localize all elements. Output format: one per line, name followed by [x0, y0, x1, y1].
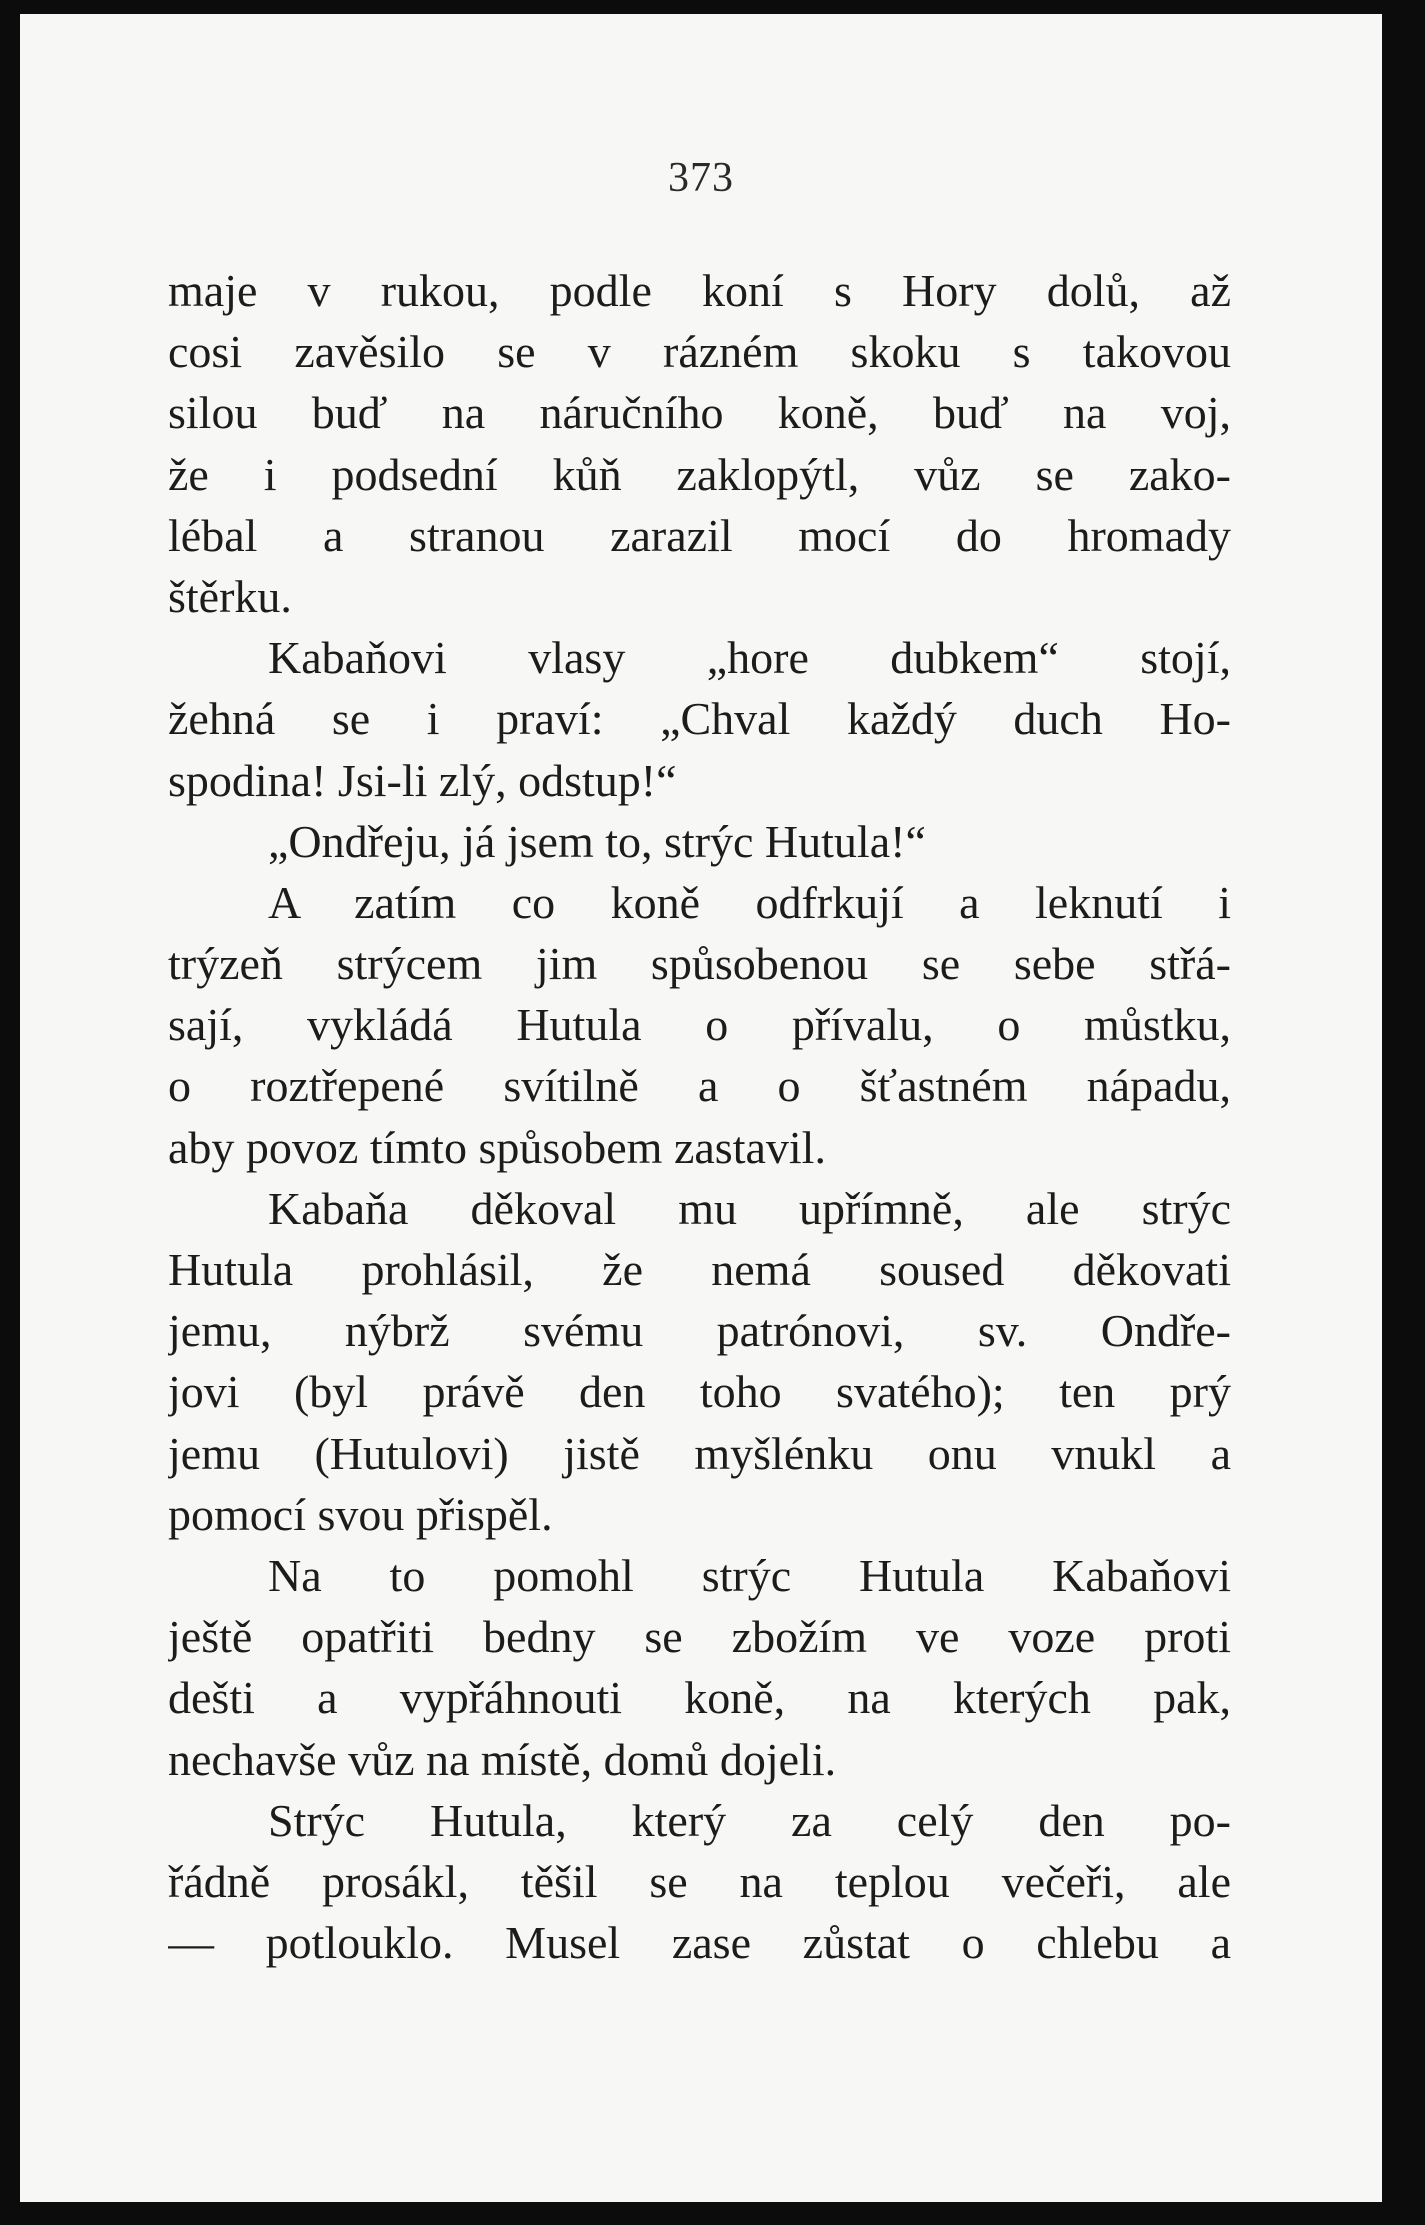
text-line: jemu, nýbrž svému patrónovi, sv. Ondře- — [168, 1305, 1231, 1357]
text-line: řádně prosákl, těšil se na teplou večeři, ale — [168, 1855, 1231, 1907]
text-line: jemu (Hutulovi) jistě myšlénku onu vnukl a — [168, 1427, 1231, 1479]
text-line: aby povoz tímto spůsobem zastavil. — [168, 1121, 826, 1173]
page-number: 373 — [668, 155, 734, 201]
text-line: spodina! Jsi-li zlý, odstup!“ — [168, 754, 677, 806]
text-line: sají, vykládá Hutula o přívalu, o můstku, — [168, 999, 1231, 1051]
text-line: Hutula prohlásil, že nemá soused děkovati — [168, 1244, 1231, 1295]
text-line: Strýc Hutula, který za celý den po- — [268, 1794, 1231, 1846]
book-page — [20, 14, 1382, 2202]
text-line: Na to pomohl strýc Hutula Kabaňovi — [268, 1549, 1231, 1601]
text-line: dešti a vypřáhnouti koně, na kterých pak, — [168, 1672, 1231, 1724]
text-line: Kabaňa děkoval mu upřímně, ale strýc — [268, 1182, 1231, 1234]
text-line: nechavše vůz na místě, domů dojeli. — [168, 1733, 837, 1785]
text-line: ještě opatřiti bedny se zbožím ve voze proti — [168, 1611, 1231, 1663]
body-text — [168, 260, 1231, 1973]
text-line: štěrku. — [168, 570, 292, 622]
text-line: A zatím co koně odfrkují a leknutí i — [268, 876, 1231, 928]
text-line: lébal a stranou zarazil mocí do hromady — [168, 509, 1231, 561]
text-line: silou buď na náručního koně, buď na voj, — [168, 387, 1231, 439]
text-line: „Ondřeju, já jsem to, strýc Hutula!“ — [268, 815, 926, 867]
text-line: trýzeň strýcem jim spůsobenou se sebe střá- — [168, 938, 1231, 990]
text-line: žehná se i praví: „Chval každý duch Ho- — [168, 693, 1231, 745]
text-line: — potlouklo. Musel zase zůstat o chlebu a — [168, 1917, 1231, 1969]
text-line: Kabaňovi vlasy „hore dubkem“ stojí, — [268, 632, 1231, 684]
text-line: pomocí svou přispěl. — [168, 1488, 553, 1540]
text-line: jovi (byl právě den toho svatého); ten prý — [168, 1366, 1231, 1418]
text-line: maje v rukou, podle koní s Hory dolů, až — [168, 265, 1231, 316]
text-line: cosi zavěsilo se v rázném skoku s takovou — [168, 326, 1231, 378]
text-line: že i podsední kůň zaklopýtl, vůz se zako- — [168, 448, 1231, 500]
text-line: o roztřepené svítilně a o šťastném nápadu, — [168, 1060, 1231, 1112]
